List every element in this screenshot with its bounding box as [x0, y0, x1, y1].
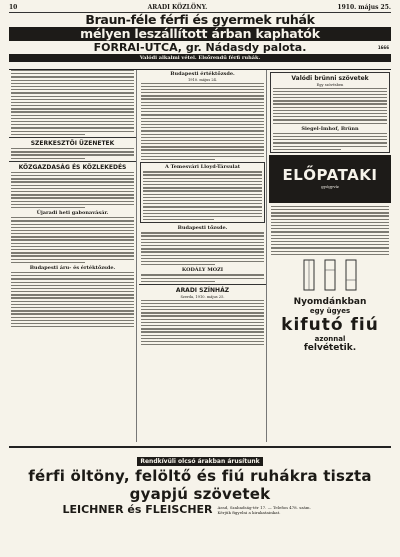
article-columns	[9, 70, 391, 442]
apprentice-wanted-ad	[269, 297, 391, 353]
stock-exchange-text	[9, 272, 136, 327]
firm-address: Arad, Szabadság-tér 17. — Telefon 478. szám.	[217, 504, 311, 510]
azonnal-line: azonnal	[314, 334, 346, 343]
brunn-price-list	[271, 88, 389, 124]
column-1	[9, 70, 137, 442]
theatre-date: Szerda, 1910. május 25.	[180, 295, 225, 300]
nyomda-line: Nyomdánkban	[293, 296, 367, 307]
kodaly-mozi-text	[139, 274, 266, 282]
felvetetik-line: felvétetik.	[303, 342, 357, 353]
stock-date: 1910. május 24.	[187, 78, 218, 82]
elopataki-advertisement	[269, 155, 391, 203]
elopataki-subtitle: gyógyvíz	[321, 183, 339, 189]
elopataki-title: ELŐPATAKI	[282, 165, 378, 184]
theatre-heading: ARADI SZÍNHÁZ	[175, 287, 230, 295]
newspaper-page	[9, 4, 391, 552]
ad-line-4: Valódi alkalmi vétel. Elsőrendű férfi ruhák.	[9, 54, 391, 62]
brunn-footer	[271, 133, 389, 150]
stock-exchange-heading: Budapesti áru- és értéktőzsde.	[29, 264, 116, 271]
garment-figure-2	[321, 258, 339, 294]
ad-line-2: mélyen leszállított árban kaphatók	[9, 27, 391, 41]
column-3-text-block	[269, 206, 391, 255]
braun-advertisement	[9, 13, 391, 70]
garment-illustrations	[269, 258, 391, 294]
grain-market-heading: Újaradi heti gabonavásár.	[36, 210, 109, 217]
stock-heading: Budapesti értéktőzsde.	[170, 71, 235, 77]
budapest-exchange-text	[139, 232, 266, 265]
theatre-text	[139, 300, 266, 346]
paper-name: ARADI KÖZLÖNY.	[147, 4, 208, 11]
column-2	[139, 70, 267, 442]
brunn-owner: Siegel-Imhof, Brünn	[301, 125, 359, 132]
ad-line-3	[9, 41, 391, 54]
page-number: 10	[9, 4, 18, 11]
lloyd-text	[141, 171, 264, 220]
ad-reference-number: 1666	[377, 45, 389, 50]
editorial-messages-heading: SZERKESZTŐI ÜZENETEK	[30, 140, 115, 148]
ad-line-1: Braun-féle férfi és gyermek ruhák	[85, 12, 315, 27]
budapest-exchange-heading: Budapesti tőzsde.	[177, 225, 228, 232]
editorial-messages-text	[9, 148, 136, 159]
brunn-heading: Valódi brünni szövetek	[291, 75, 369, 82]
garment-figure-1	[300, 258, 318, 294]
garment-figure-3	[342, 258, 360, 294]
divider	[9, 161, 136, 162]
nyomda-line-2: egy ügyes	[309, 306, 351, 315]
bottom-ad-firm-row	[9, 503, 391, 516]
economy-text	[9, 172, 136, 208]
kodaly-mozi-heading: KODÁLY MOZI	[181, 267, 224, 274]
column-1-text-block	[9, 70, 136, 135]
firm-address-block	[218, 505, 338, 515]
bottom-ad-line-1: Rendkívüli olcsó árakban árusítunk	[137, 457, 262, 466]
kifuto-line: kifutó fiú	[281, 314, 379, 335]
firm-note: Kérjük figyelni a kirakatainkat.	[217, 509, 281, 515]
lloyd-box	[140, 162, 265, 223]
lloyd-heading: A Temesvári Lloyd-Társulat	[164, 164, 241, 171]
brunn-subheading: Egy szövésben	[316, 83, 344, 87]
ad-address: FORRAI-UTCA, gr. Nádasdy palota.	[93, 41, 307, 54]
firm-name: LEICHNER és FLEISCHER	[62, 503, 213, 516]
brunn-fabric-box	[270, 72, 390, 153]
issue-date: 1910. május 25.	[337, 4, 391, 11]
column-3	[269, 70, 391, 442]
divider	[139, 284, 266, 285]
grain-market-text	[9, 217, 136, 263]
divider	[9, 137, 136, 138]
bottom-ad-line-2: férfi öltöny, felöltő és fiú ruhákra tiszta gyapjú szövetek	[28, 467, 372, 503]
economy-heading: KÖZGAZDASÁG ÉS KÖZLEKEDÉS	[18, 163, 127, 171]
leichner-advertisement	[9, 446, 391, 532]
stock-table	[139, 83, 266, 161]
